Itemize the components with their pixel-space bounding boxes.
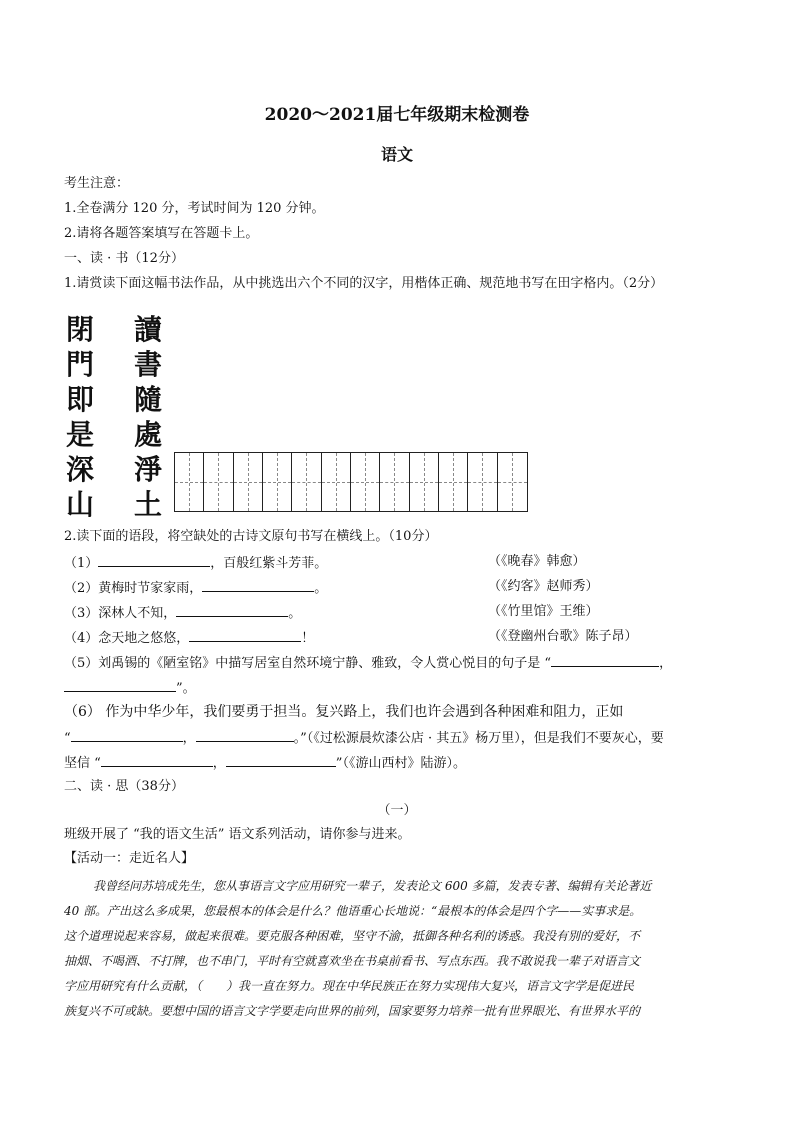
grid-cell[interactable]	[410, 453, 439, 511]
line-number: （3）	[64, 606, 99, 621]
poem-line-4	[64, 627, 314, 649]
line-text: ”（《游山西村》陆游）。	[335, 756, 466, 771]
poem-source: （《晚春》韩愈）	[488, 554, 586, 569]
answer-blank[interactable]	[101, 752, 213, 767]
line-text: “	[64, 731, 71, 746]
line-text: 深林人不知，	[98, 606, 177, 621]
grid-cell[interactable]	[234, 453, 263, 511]
poem-line-3	[64, 602, 301, 624]
activity-heading: 【活动一：走近名人】	[64, 851, 195, 866]
answer-blank[interactable]	[176, 602, 288, 617]
section-1-heading: 一、读 · 书（12分）	[64, 251, 184, 266]
line-text: ，百般红紫斗芳菲。	[210, 556, 328, 571]
passage-line: 这个道理说起来容易，做起来很难。要克服各种困难，坚守不渝，抵御各种名利的诱惑。我没有别的爱好，不	[64, 929, 641, 943]
calligraphy-char: 即	[66, 383, 95, 416]
passage-line: 我曾经问苏培成先生，您从事语言文字应用研究一辈子，发表论文 600 多篇，发表专著、编辑有关论著近	[93, 879, 652, 893]
notice-item: 1.全卷满分 120 分，考试时间为 120 分钟。	[64, 201, 325, 216]
line-text: 坚信 “	[64, 756, 101, 771]
grid-cell[interactable]	[380, 453, 409, 511]
passage-line: 族复兴不可或缺。要想中国的语言文字学要走向世界的前列，国家要努力培养一批有世界眼光、有世界水平的	[64, 1004, 641, 1018]
poem-line-1	[64, 552, 327, 574]
grid-cell[interactable]	[204, 453, 233, 511]
line-text: 。	[288, 606, 302, 621]
poem-line-5	[64, 652, 672, 674]
poem-line-2	[64, 577, 327, 599]
answer-blank[interactable]	[196, 727, 294, 742]
tianzi-writing-grid[interactable]	[174, 452, 528, 512]
grid-cell[interactable]	[175, 453, 204, 511]
line-text: 念天地之悠悠，	[98, 631, 190, 646]
line-text: ，	[212, 756, 226, 771]
line-number: （4）	[64, 631, 99, 646]
section-2-heading: 二、读 · 思（38分）	[64, 779, 184, 794]
line-text: （5）刘禹锡的《陋室铭》中描写居室自然环境宁静、雅致，令人赏心悦目的句子是 “	[64, 656, 552, 671]
calligraphy-char: 處	[134, 418, 163, 451]
part-number: （一）	[377, 803, 417, 818]
passage-line: 40 部。产出这么多成果，您最根本的体会是什么？他语重心长地说：“最根本的体会是四个字——实事求是。	[64, 904, 642, 918]
poem-line-6: （6） 作为中华少年，我们要勇于担当。复兴路上，我们也许会遇到各种困难和阻力，正如	[64, 704, 624, 720]
answer-blank[interactable]	[202, 577, 314, 592]
calligraphy-char: 閉	[66, 313, 95, 346]
question-1: 1.请赏读下面这幅书法作品，从中挑选出六个不同的汉字，用楷体正确、规范地书写在田字格内。（2分）	[64, 276, 664, 291]
poem-line-6-cont2	[64, 752, 466, 774]
grid-cell[interactable]	[292, 453, 321, 511]
grid-cell[interactable]	[322, 453, 351, 511]
calligraphy-char: 讀	[134, 313, 163, 346]
line-text: ”。	[176, 681, 196, 696]
answer-blank[interactable]	[189, 627, 301, 642]
calligraphy-char: 門	[66, 348, 95, 381]
poem-source: （《登幽州台歌》陈子昂）	[488, 629, 638, 644]
answer-blank[interactable]	[551, 652, 659, 667]
answer-blank[interactable]	[226, 752, 336, 767]
poem-line-5-cont	[64, 677, 196, 699]
calligraphy-char: 淨	[134, 453, 163, 486]
passage-line: 字应用研究有什么贡献，（ ）我一直在努力。现在中华民族正在努力实现伟大复兴，语言文字学是促进民	[64, 979, 635, 993]
line-text: ，	[182, 731, 196, 746]
grid-cell[interactable]	[498, 453, 527, 511]
line-text: 黄梅时节家家雨，	[98, 581, 203, 596]
line-text: ，	[659, 656, 673, 671]
page-title: 2020～2021届七年级期末检测卷	[264, 105, 530, 125]
line-text: ！	[301, 631, 315, 646]
calligraphy-char: 深	[66, 453, 95, 486]
line-number: （1）	[64, 556, 99, 571]
grid-cell[interactable]	[468, 453, 497, 511]
answer-blank[interactable]	[64, 677, 176, 692]
line-text: 。”（《过松源晨炊漆公店 · 其五》杨万里），但是我们不要灰心，要	[293, 731, 664, 746]
calligraphy-char: 土	[134, 488, 163, 521]
grid-cell[interactable]	[263, 453, 292, 511]
subject-title: 语文	[380, 145, 413, 164]
notice-item: 2.请将各题答案填写在答题卡上。	[64, 226, 259, 241]
line-number: （2）	[64, 581, 99, 596]
poem-source: （《竹里馆》王维）	[488, 604, 599, 619]
poem-source: （《约客》赵师秀）	[488, 579, 599, 594]
poem-line-6-cont	[64, 727, 664, 749]
answer-blank[interactable]	[71, 727, 183, 742]
section-2-intro: 班级开展了 “我的语文生活” 语文系列活动，请你参与进来。	[64, 827, 411, 842]
question-2: 2.读下面的语段，将空缺处的古诗文原句书写在横线上。（10分）	[64, 529, 438, 544]
grid-cell[interactable]	[351, 453, 380, 511]
calligraphy-char: 隨	[134, 383, 163, 416]
line-text: 。	[314, 581, 328, 596]
calligraphy-char: 山	[66, 488, 95, 521]
calligraphy-char: 書	[134, 348, 163, 381]
passage-line: 抽烟、不喝酒、不打牌，也不串门，平时有空就喜欢坐在书桌前看书、写点东西。我不敢说我一辈子对语言文	[64, 954, 641, 968]
notice-heading: 考生注意：	[64, 176, 130, 191]
answer-blank[interactable]	[98, 552, 210, 567]
calligraphy-char: 是	[66, 418, 95, 451]
grid-cell[interactable]	[439, 453, 468, 511]
